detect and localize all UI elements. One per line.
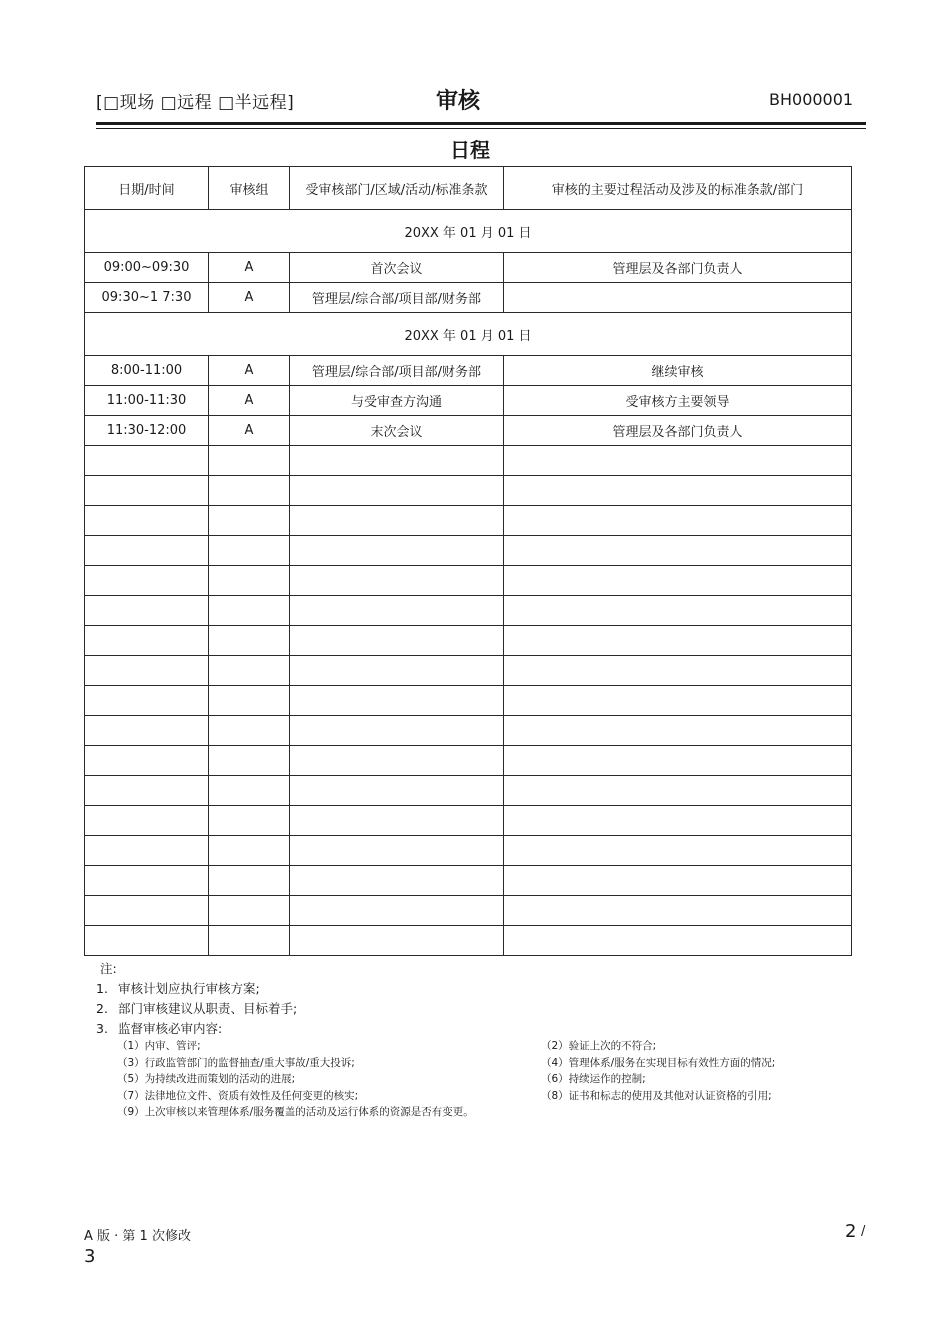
page-separator: /: [861, 1224, 866, 1239]
note-item: [96, 979, 297, 999]
activity-cell: [504, 283, 852, 313]
subnote-item: （1）内审、管评;: [117, 1040, 201, 1052]
note-item: [96, 1019, 297, 1039]
dept-cell: 首次会议: [290, 253, 504, 283]
date-cell: 20XX 年 01 月 01 日: [85, 210, 852, 253]
empty-row: [85, 686, 852, 716]
group-cell: A: [209, 283, 290, 313]
subnote-row: [117, 1071, 837, 1088]
time-cell: 09:00~09:30: [85, 253, 209, 283]
date-cell: 20XX 年 01 月 01 日: [85, 313, 852, 356]
notes-section: [96, 959, 297, 1039]
document-code: BH000001: [769, 90, 854, 109]
empty-row: [85, 926, 852, 956]
dept-cell: 末次会议: [290, 416, 504, 446]
time-cell: 8:00-11:00: [85, 356, 209, 386]
activity-cell: 继续审核: [504, 356, 852, 386]
note-number: 2.: [96, 1001, 108, 1016]
col-header-activity: 审核的主要过程活动及涉及的标准条款/部门: [504, 167, 852, 210]
subnote-item: （5）为持续改进而策划的活动的进展;: [117, 1073, 296, 1086]
page-total: 3: [84, 1246, 96, 1267]
activity-cell: 管理层及各部门负责人: [504, 416, 852, 446]
header-rule-thin: [96, 128, 866, 129]
group-cell: A: [209, 356, 290, 386]
subnote-item: （8）证书和标志的使用及其他对认证资格的引用;: [541, 1089, 772, 1102]
table-header-row: [85, 167, 852, 210]
empty-row: [85, 566, 852, 596]
table-row: [85, 386, 852, 416]
time-cell: 11:30-12:00: [85, 416, 209, 446]
empty-row: [85, 806, 852, 836]
subnote-row: [117, 1104, 837, 1121]
empty-row: [85, 896, 852, 926]
empty-row: [85, 776, 852, 806]
empty-row: [85, 596, 852, 626]
col-header-group: 审核组: [209, 167, 290, 210]
date-row: [85, 210, 852, 253]
schedule-table: [84, 166, 852, 956]
table-row: [85, 253, 852, 283]
col-header-datetime: 日期/时间: [85, 167, 209, 210]
table-row: [85, 283, 852, 313]
subnote-item: （3）行政监管部门的监督抽查/重大事故/重大投诉;: [117, 1056, 355, 1069]
date-row: [85, 313, 852, 356]
note-text: 审核计划应执行审核方案;: [118, 981, 260, 996]
col-header-dept: 受审核部门/区域/活动/标准条款: [290, 167, 504, 210]
version-label: A 版 · 第 1 次修改: [84, 1229, 191, 1244]
group-cell: A: [209, 386, 290, 416]
subnote-row: [117, 1055, 837, 1072]
empty-row: [85, 506, 852, 536]
time-cell: 09:30~1 7:30: [85, 283, 209, 313]
time-cell: 11:00-11:30: [85, 386, 209, 416]
group-cell: A: [209, 253, 290, 283]
subnote-item: （7）法律地位文件、资质有效性及任何变更的核实;: [117, 1089, 359, 1102]
subnote-row: [117, 1088, 837, 1105]
dept-cell: 与受审查方沟通: [290, 386, 504, 416]
note-text: 监督审核必审内容:: [118, 1021, 223, 1036]
activity-cell: 管理层及各部门负责人: [504, 253, 852, 283]
audit-mode-options: [□现场 □远程 □半远程]: [96, 93, 295, 113]
note-item: [96, 999, 297, 1019]
subnote-item: （9）上次审核以来管理体系/服务覆盖的活动及运行体系的资源是否有变更。: [117, 1106, 474, 1119]
empty-row: [85, 746, 852, 776]
table-row: [85, 356, 852, 386]
note-number: 1.: [96, 981, 108, 996]
notes-label: 注:: [100, 961, 117, 976]
subnote-item: （4）管理体系/服务在实现目标有效性方面的情况;: [541, 1056, 776, 1069]
page-title: 审核: [436, 89, 481, 114]
empty-row: [85, 716, 852, 746]
empty-row: [85, 656, 852, 686]
empty-row: [85, 626, 852, 656]
audit-content-list: [117, 1038, 837, 1121]
dept-cell: 管理层/综合部/项目部/财务部: [290, 283, 504, 313]
dept-cell: 管理层/综合部/项目部/财务部: [290, 356, 504, 386]
page-number: 2: [845, 1221, 857, 1242]
group-cell: A: [209, 416, 290, 446]
table-row: [85, 416, 852, 446]
empty-row: [85, 866, 852, 896]
schedule-title: 日程: [450, 138, 490, 162]
activity-cell: 受审核方主要领导: [504, 386, 852, 416]
subnote-row: [117, 1038, 837, 1055]
empty-row: [85, 836, 852, 866]
empty-row: [85, 476, 852, 506]
empty-row: [85, 536, 852, 566]
empty-row: [85, 446, 852, 476]
subnote-item: （2）验证上次的不符合;: [541, 1040, 657, 1052]
header-rule-thick: [96, 122, 866, 125]
note-text: 部门审核建议从职责、目标着手;: [118, 1001, 298, 1016]
note-number: 3.: [96, 1021, 108, 1036]
subnote-item: （6）持续运作的控制;: [541, 1073, 646, 1086]
